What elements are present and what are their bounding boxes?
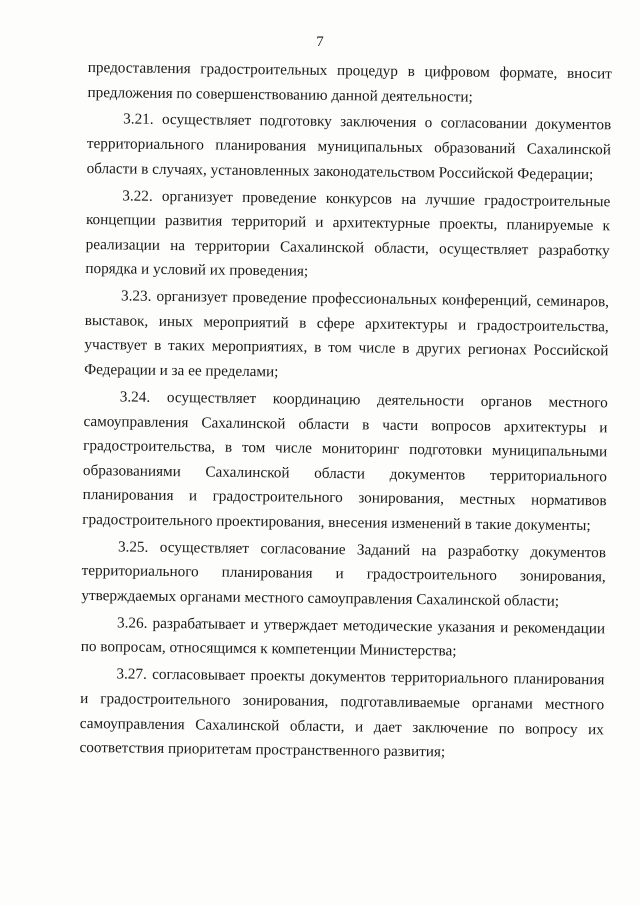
paragraph-3-26: 3.26. разрабатывает и утверждает методические указания и рекомендации по вопросам, относящимся к компетенции Министерства;	[80, 614, 606, 660]
paragraph-3-21: 3.21. осуществляет подготовку заключения о согласовании документов территориального планирования муниципальных образований Сахалинской области в случаях, установленных законодательством Российской Федерации;	[86, 110, 612, 183]
document-body	[79, 56, 612, 767]
paragraph-3-27: 3.27. согласовывает проекты документов территориального планирования и градостроительного зонирования, подготавливаемые органами местного самоуправления Сахалинской области, и дает заключение по вопросу их соответствия приоритетам пространственного развития;	[79, 665, 605, 761]
page-number: 7	[316, 34, 324, 50]
paragraph-3-23: 3.23. организует проведение профессиональных конференций, семинаров, выставок, иных мероприятий в сфере архитектуры и градостроительства, участвует в таких мероприятиях, в том числе в других регионах Российской Федерации и за ее пределами;	[84, 287, 610, 381]
paragraph-3-22: 3.22. организует проведение конкурсов на лучшие градостроительные концепции развития территорий и архитектурные проекты, планируемые к реализации на территории Сахалинской области, осуществляет разработку порядка и условий их проведения;	[85, 186, 611, 281]
paragraph-3-24: 3.24. осуществляет координацию деятельности органов местного самоуправления Сахалинской области в части вопросов архитектуры и градостроительства, в том числе мониторинг подготовки муниципальными образованиями Сахалинской области документов территориального планирования и градостроительного зонирования, местных нормативов градостроительного проектирования, внесения изменений в такие документы;	[82, 388, 608, 535]
paragraph-continuation: предоставления градостроительных процедур в цифровом формате, вносит предложения по совершенствованию данной деятельности;	[87, 58, 612, 106]
paragraph-3-25: 3.25. осуществляет согласование Заданий на разработку документов территориального планирования и градостроительного зонирования, утверждаемых органами местного самоуправления Сахалинской области;	[81, 538, 607, 610]
